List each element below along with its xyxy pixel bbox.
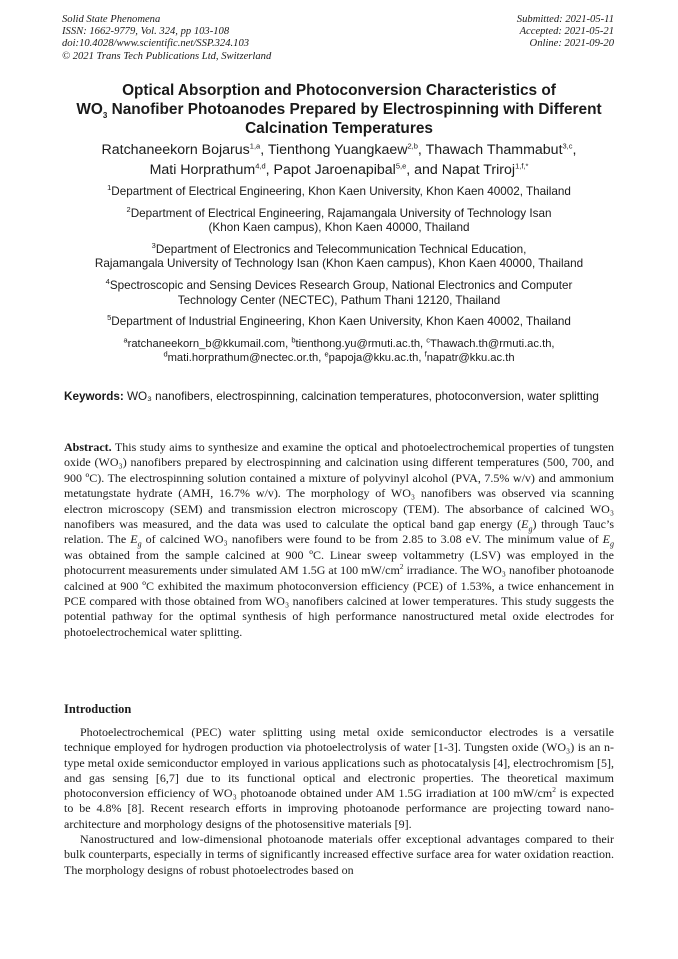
eg-letter: E: [130, 532, 138, 547]
eg-subscript: g: [137, 539, 142, 549]
affiliation-text: Department of Electrical Engineering, Khon Kaen University, Khon Kaen 40002, Thailand: [111, 185, 571, 198]
affiliation-text: Department of Electronics and Telecommunication Technical Education,: [155, 242, 527, 256]
abstract-label: Abstract.: [64, 440, 112, 454]
affiliation-number: 5: [107, 313, 112, 323]
email-link[interactable]: papoja@kku.ac.th,: [328, 352, 425, 365]
intro-superscript: 2: [552, 785, 556, 795]
intro-text: Photoelectrochemical (PEC) water splitting using metal oxide semiconductor electrodes is a versatile technique employed for hydrogen production via photoelectrolysis of water [1-3]. Tungsten oxide (WO₃) is an n-type metal oxide semiconductor employed in various applications such as photocatalysis [4], electrochromism [5], and gas sensing [6,7] due to its functional optical and electronic properties. The theoretical maximum photoconversion efficiency of WO₃ photoanode obtained under AM 1.5G irradiation at 100 mW/cm: [64, 725, 614, 801]
affiliation-2: [40, 204, 638, 236]
author-name: Napat Triroj: [441, 161, 516, 178]
title-line-2: [40, 100, 638, 119]
introduction-heading: Introduction: [64, 702, 132, 716]
submitted-date: Submitted: 2021-05-11: [516, 14, 614, 25]
email-link[interactable]: mati.horprathum@nectec.or.th,: [167, 352, 325, 365]
affiliation-text: Spectroscopic and Sensing Devices Research Group, National Electronics and Computer: [109, 278, 573, 292]
author-name: Ratchaneekorn Bojarus: [101, 142, 250, 158]
email-marker: d: [163, 349, 168, 359]
journal-issn: ISSN: 1662-9779, Vol. 324, pp 103-108: [62, 26, 230, 38]
affiliations: [40, 185, 638, 366]
abstract-text: This study aims to synthesize and examine the optical and photoelectrochemical properties of tungsten oxide (WO₃) nanofibers prepared by electrospinning and calcination using different temperatures (500, 700, and 900 ºC). The electrospinning solution contained a mixture of polyvinyl alcohol (PVA, 7.5% w/v) and ammonium metatungstate hydrate (AMH, 16.7% w/v). The morphology of WO₃ nanofibers was observed via scanning electron microscopy (SEM) and transmission electron microscopy (TEM). The absorbance of calcined WO₃ nanofibers was measured, and the data was used to calculate the optical band gap energy (: [64, 440, 614, 532]
abstract-superscript: 2: [399, 562, 404, 572]
intro-paragraph-2: Nanostructured and low-dimensional photoanode materials offer exceptional advantages compared to their bulk counterparts, especially in terms of significantly increased effective surface area for water oxidation reaction. The morphology designs of robust photoelectrodes based on: [64, 832, 614, 877]
author-emails: [40, 337, 638, 366]
affiliation-text: Technology Center (NECTEC), Pathum Thani 12120, Thailand: [177, 293, 501, 307]
email-marker: b: [291, 335, 296, 345]
email-link[interactable]: Thawach.th@rmuti.ac.th,: [430, 337, 555, 350]
affiliation-number: 4: [105, 277, 110, 287]
intro-text: is expected to be 4.8% [8]. Recent research efforts in improving photoanode performance are projecting toward nano-architecture and morphology designs of the photosensitive materials [9].: [64, 786, 614, 831]
author-affil-marker: 3,c: [562, 141, 573, 151]
author-line-1: [30, 141, 648, 161]
journal-name: Solid State Phenomena: [62, 14, 161, 25]
email-link[interactable]: napatr@kku.ac.th: [426, 352, 515, 365]
email-link[interactable]: ratchaneekorn_b@kkumail.com,: [127, 337, 292, 350]
author-name: Mati Horprathum: [149, 161, 256, 178]
email-marker: a: [123, 335, 128, 345]
affiliation-1: [40, 185, 638, 200]
author-affil-marker: 1,f,*: [515, 160, 529, 170]
title-line-1: Optical Absorption and Photoconversion Characteristics of: [122, 82, 556, 99]
affiliation-4: [40, 279, 638, 308]
affiliation-5: [40, 315, 638, 330]
author-affil-marker: 4,d: [255, 160, 266, 170]
author-affil-marker: 2,b: [407, 141, 418, 151]
author-separator: , and: [406, 161, 442, 178]
abstract-text: of calcined WO₃ nanofibers were found to be from 2.85 to 3.08 eV. The minimum value of: [141, 532, 603, 547]
author-affil-marker: 1,a: [249, 141, 261, 151]
author-separator: ,: [417, 142, 426, 158]
title-wo: WO: [76, 101, 103, 118]
title-line-2-rest: Nanofiber Photoanodes Prepared by Electrospinning with Different: [107, 101, 602, 118]
accepted-date: Accepted: 2021-05-21: [519, 26, 614, 38]
eg-symbol: [521, 517, 533, 534]
affiliation-text: Rajamangala University of Technology Isan (Khon Kaen campus), Khon Kaen 40000, Thailand: [94, 257, 584, 271]
author-separator: ,: [260, 142, 268, 158]
author-line-2: [30, 161, 648, 181]
affiliation-3: [40, 240, 638, 272]
title-line-3: Calcination Temperatures: [245, 120, 433, 137]
author-name: Papot Jaroenapibal: [273, 161, 396, 178]
affiliation-number: 2: [126, 204, 131, 214]
keywords: [64, 390, 614, 404]
eg-letter: E: [602, 532, 611, 547]
online-date: Online: 2021-09-20: [529, 38, 614, 50]
affiliation-text: Department of Electrical Engineering, Rajamangala University of Technology Isan: [130, 206, 552, 220]
journal-copyright: © 2021 Trans Tech Publications Ltd, Switzerland: [62, 50, 272, 62]
email-link[interactable]: tienthong.yu@rmuti.ac.th,: [295, 337, 427, 350]
title-wo-subscript: 3: [102, 111, 108, 121]
abstract-text: was obtained from the sample calcined at 900 ºC. Linear sweep voltammetry (LSV) was employed in the photocurrent measurements under simulated AM 1.5G at 100 mW/cm: [64, 547, 614, 578]
abstract-text: ) through Tauc’s relation. The: [64, 517, 615, 547]
affiliation-number: 3: [151, 240, 156, 250]
publication-dates: [517, 14, 614, 51]
introduction-body: [64, 725, 614, 878]
paper-title: [40, 81, 638, 138]
keywords-text: WO₃ nanofibers, electrospinning, calcination temperatures, photoconversion, water splitting: [127, 390, 599, 403]
author-affil-marker: 5,e: [395, 160, 407, 170]
email-marker: f: [424, 349, 427, 359]
eg-symbol: [602, 532, 615, 549]
eg-subscript: g: [610, 539, 615, 549]
journal-doi[interactable]: doi:10.4028/www.scientific.net/SSP.324.103: [62, 38, 250, 50]
eg-letter: E: [521, 517, 529, 532]
author-separator: ,: [572, 142, 577, 158]
eg-symbol: [130, 532, 142, 549]
eg-subscript: g: [528, 524, 533, 534]
abstract: [64, 440, 614, 640]
author-list: [30, 141, 648, 180]
affiliation-text: Department of Industrial Engineering, Khon Kaen University, Khon Kaen 40002, Thailand: [111, 315, 571, 329]
author-name: Thawach Thammabut: [425, 142, 563, 158]
email-line-2: [40, 351, 638, 366]
email-marker: e: [324, 349, 329, 359]
journal-info: [62, 14, 271, 63]
abstract-text: irradiance. The WO₃ nanofiber photoanode calcined at 900 ºC exhibited the maximum photoconversion efficiency (PCE) of 1.53%, a twice enhancement in PCE compared with those obtained from WO₃ nanofibers calcined at lower temperatures. This study suggests the potential pathway for the optimal synthesis of high performance nanostructured metal oxide electrodes for photoelectrochemical water splitting.: [64, 563, 615, 639]
keywords-label: Keywords:: [64, 390, 124, 403]
affiliation-number: 1: [107, 183, 112, 193]
email-marker: c: [426, 335, 431, 345]
email-line-1: [40, 337, 638, 352]
affiliation-text: (Khon Kaen campus), Khon Kaen 40000, Thailand: [208, 221, 470, 235]
intro-paragraph-1: [64, 725, 614, 832]
author-separator: ,: [265, 161, 274, 178]
author-name: Tienthong Yuangkaew: [267, 142, 408, 158]
